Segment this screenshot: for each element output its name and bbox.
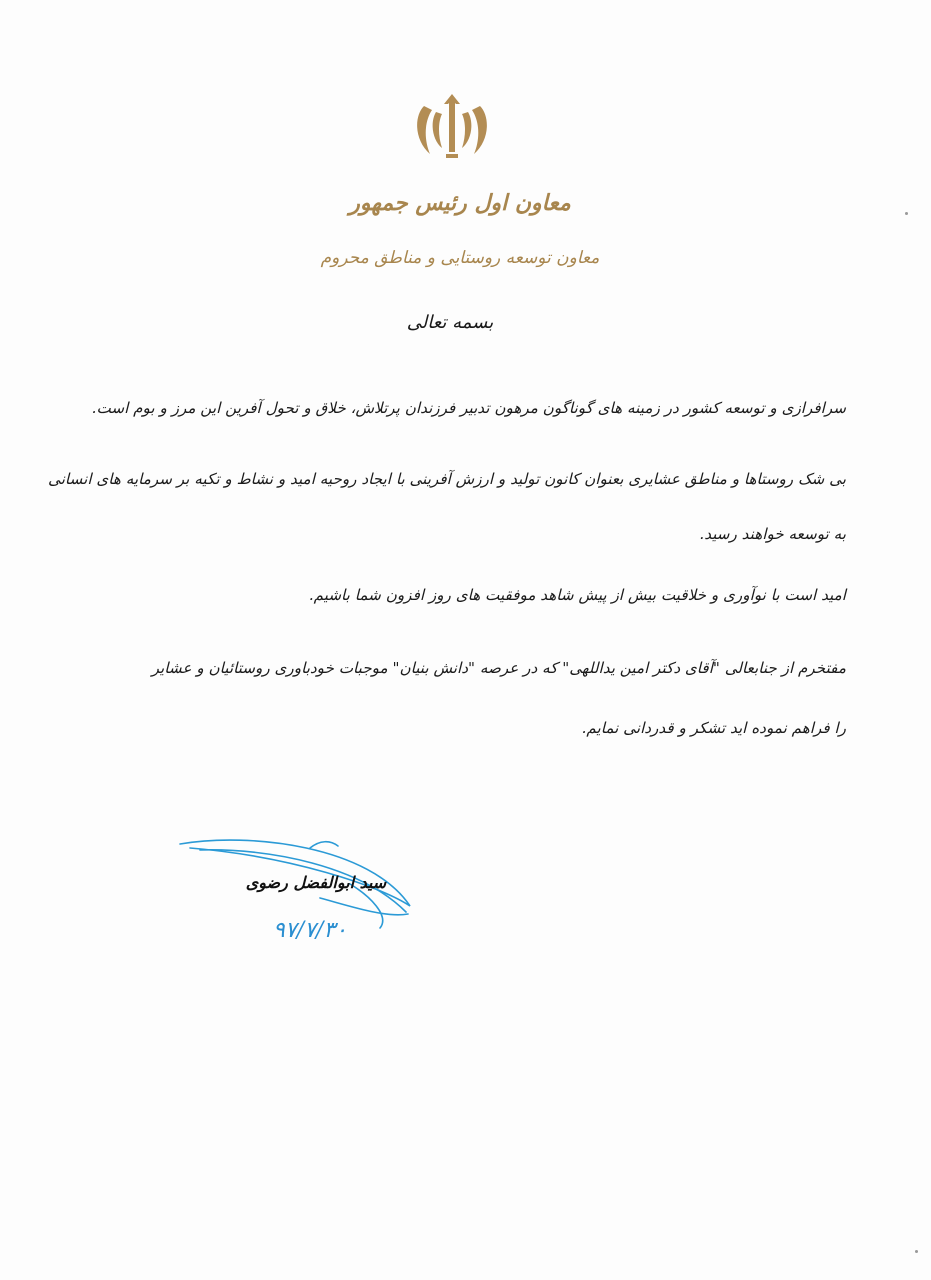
body-line: سرافرازی و توسعه کشور در زمینه های گوناگون مرهون تدبیر فرزندان پرتلاش، خلاق و تحول آفرین این مرز و بوم است. <box>91 399 846 417</box>
paper-speck <box>905 212 908 215</box>
body-line: امید است با نوآوری و خلاقیت بیش از پیش شاهد موفقیت های روز افزون شما باشیم. <box>308 586 846 604</box>
body-line: به توسعه خواهند رسید. <box>699 525 846 543</box>
iran-emblem-icon <box>410 92 494 164</box>
body-line: را فراهم نموده اید تشکر و قدردانی نمایم. <box>581 719 846 737</box>
salutation: بسمه تعالی <box>406 312 494 333</box>
letterhead-subtitle: معاون توسعه روستایی و مناطق محروم <box>320 248 600 268</box>
paper-speck <box>915 1250 918 1253</box>
letterhead-title: معاون اول رئیس جمهور <box>349 190 571 216</box>
body-line: بی شک روستاها و مناطق عشایری بعنوان کانون تولید و ارزش آفرینی با ایجاد روحیه امید و نشاط و تکیه بر سرمایه های انسانی <box>48 470 846 488</box>
signature-date: ۹۷/۷/۳۰ <box>273 918 347 943</box>
body-line: مفتخرم از جنابعالی "آقای دکتر امین یداللهی" که در عرصه "دانش بنیان" موجبات خودباوری روستائیان و عشایر <box>151 659 846 677</box>
signature-name: سید ابوالفضل رضوی <box>245 873 387 892</box>
